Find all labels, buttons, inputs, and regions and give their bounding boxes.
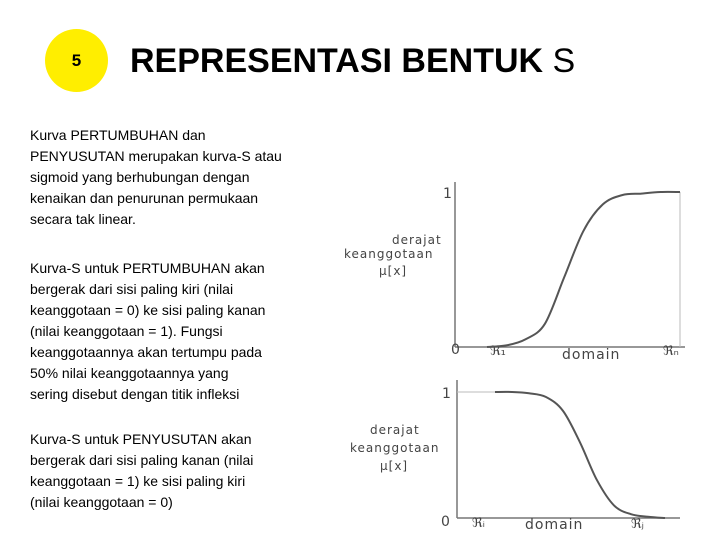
paragraph-growth-curve xyxy=(30,258,330,405)
paragraph-line: keanggotaan = 0) ke sisi paling kanan xyxy=(30,302,266,318)
paragraph-line: keanggotaan = 1) ke sisi paling kiri xyxy=(30,473,246,489)
shrink-s-curve-svg xyxy=(335,370,695,540)
y-label-line-1: derajat xyxy=(392,233,442,247)
shrink-curve-line xyxy=(495,392,665,518)
page-title-main: REPRESENTASI BENTUK xyxy=(130,42,544,80)
paragraph-line: bergerak dari sisi paling kiri (nilai xyxy=(30,281,234,297)
y-label-line-3: μ[x] xyxy=(380,459,409,473)
paragraph-1 xyxy=(30,125,330,230)
y-tick-top: 1 xyxy=(442,386,451,402)
paragraph-shrink-curve xyxy=(30,429,330,513)
paragraph-2 xyxy=(30,258,330,405)
growth-curve-line xyxy=(487,192,680,347)
y-tick-bottom: 0 xyxy=(441,514,450,530)
paragraph-line: secara tak linear. xyxy=(30,211,136,227)
x-tick-left: ℜ₁ xyxy=(490,344,506,359)
paragraph-growth-shrink-intro xyxy=(30,125,330,230)
paragraph-3 xyxy=(30,429,330,513)
x-tick-left: ℜᵢ xyxy=(472,516,485,531)
paragraph-line: bergerak dari sisi paling kanan (nilai xyxy=(30,452,254,468)
paragraph-line: Kurva PERTUMBUHAN dan xyxy=(30,127,206,143)
y-label-line-3: μ[x] xyxy=(379,264,408,278)
y-tick-bottom: 0 xyxy=(451,342,460,358)
paragraph-line: Kurva-S untuk PENYUSUTAN akan xyxy=(30,431,252,447)
paragraph-line: sering disebut dengan titik infleksi xyxy=(30,386,240,402)
slide-number-badge xyxy=(45,29,108,92)
y-tick-top: 1 xyxy=(443,186,452,202)
y-label-line-2: keanggotaan xyxy=(344,247,434,261)
growth-s-curve-svg xyxy=(335,172,695,367)
paragraph-line: (nilai keanggotaan = 0) xyxy=(30,494,173,510)
y-label-line-1: derajat xyxy=(370,423,420,437)
paragraph-line: 50% nilai keanggotaannya yang xyxy=(30,365,229,381)
x-tick-right: ℜₙ xyxy=(663,344,679,359)
paragraph-line: Kurva-S untuk PERTUMBUHAN akan xyxy=(30,260,265,276)
x-tick-right: ℜⱼ xyxy=(631,517,644,532)
paragraph-line: kenaikan dan penurunan permukaan xyxy=(30,190,259,206)
y-label-line-2: keanggotaan xyxy=(350,441,440,455)
paragraph-line: keanggotaannya akan tertumpu pada xyxy=(30,344,262,360)
x-label: domain xyxy=(525,517,584,533)
shrink-s-curve-chart xyxy=(335,370,695,540)
page-title xyxy=(130,42,575,81)
paragraph-line: (nilai keanggotaan = 1). Fungsi xyxy=(30,323,223,339)
growth-s-curve-chart xyxy=(335,172,695,367)
page-title-suffix: S xyxy=(552,42,576,80)
paragraph-line: sigmoid yang berhubungan dengan xyxy=(30,169,250,185)
slide-number: 5 xyxy=(71,50,82,70)
paragraph-line: PENYUSUTAN merupakan kurva-S atau xyxy=(30,148,282,164)
x-label: domain xyxy=(562,347,621,363)
